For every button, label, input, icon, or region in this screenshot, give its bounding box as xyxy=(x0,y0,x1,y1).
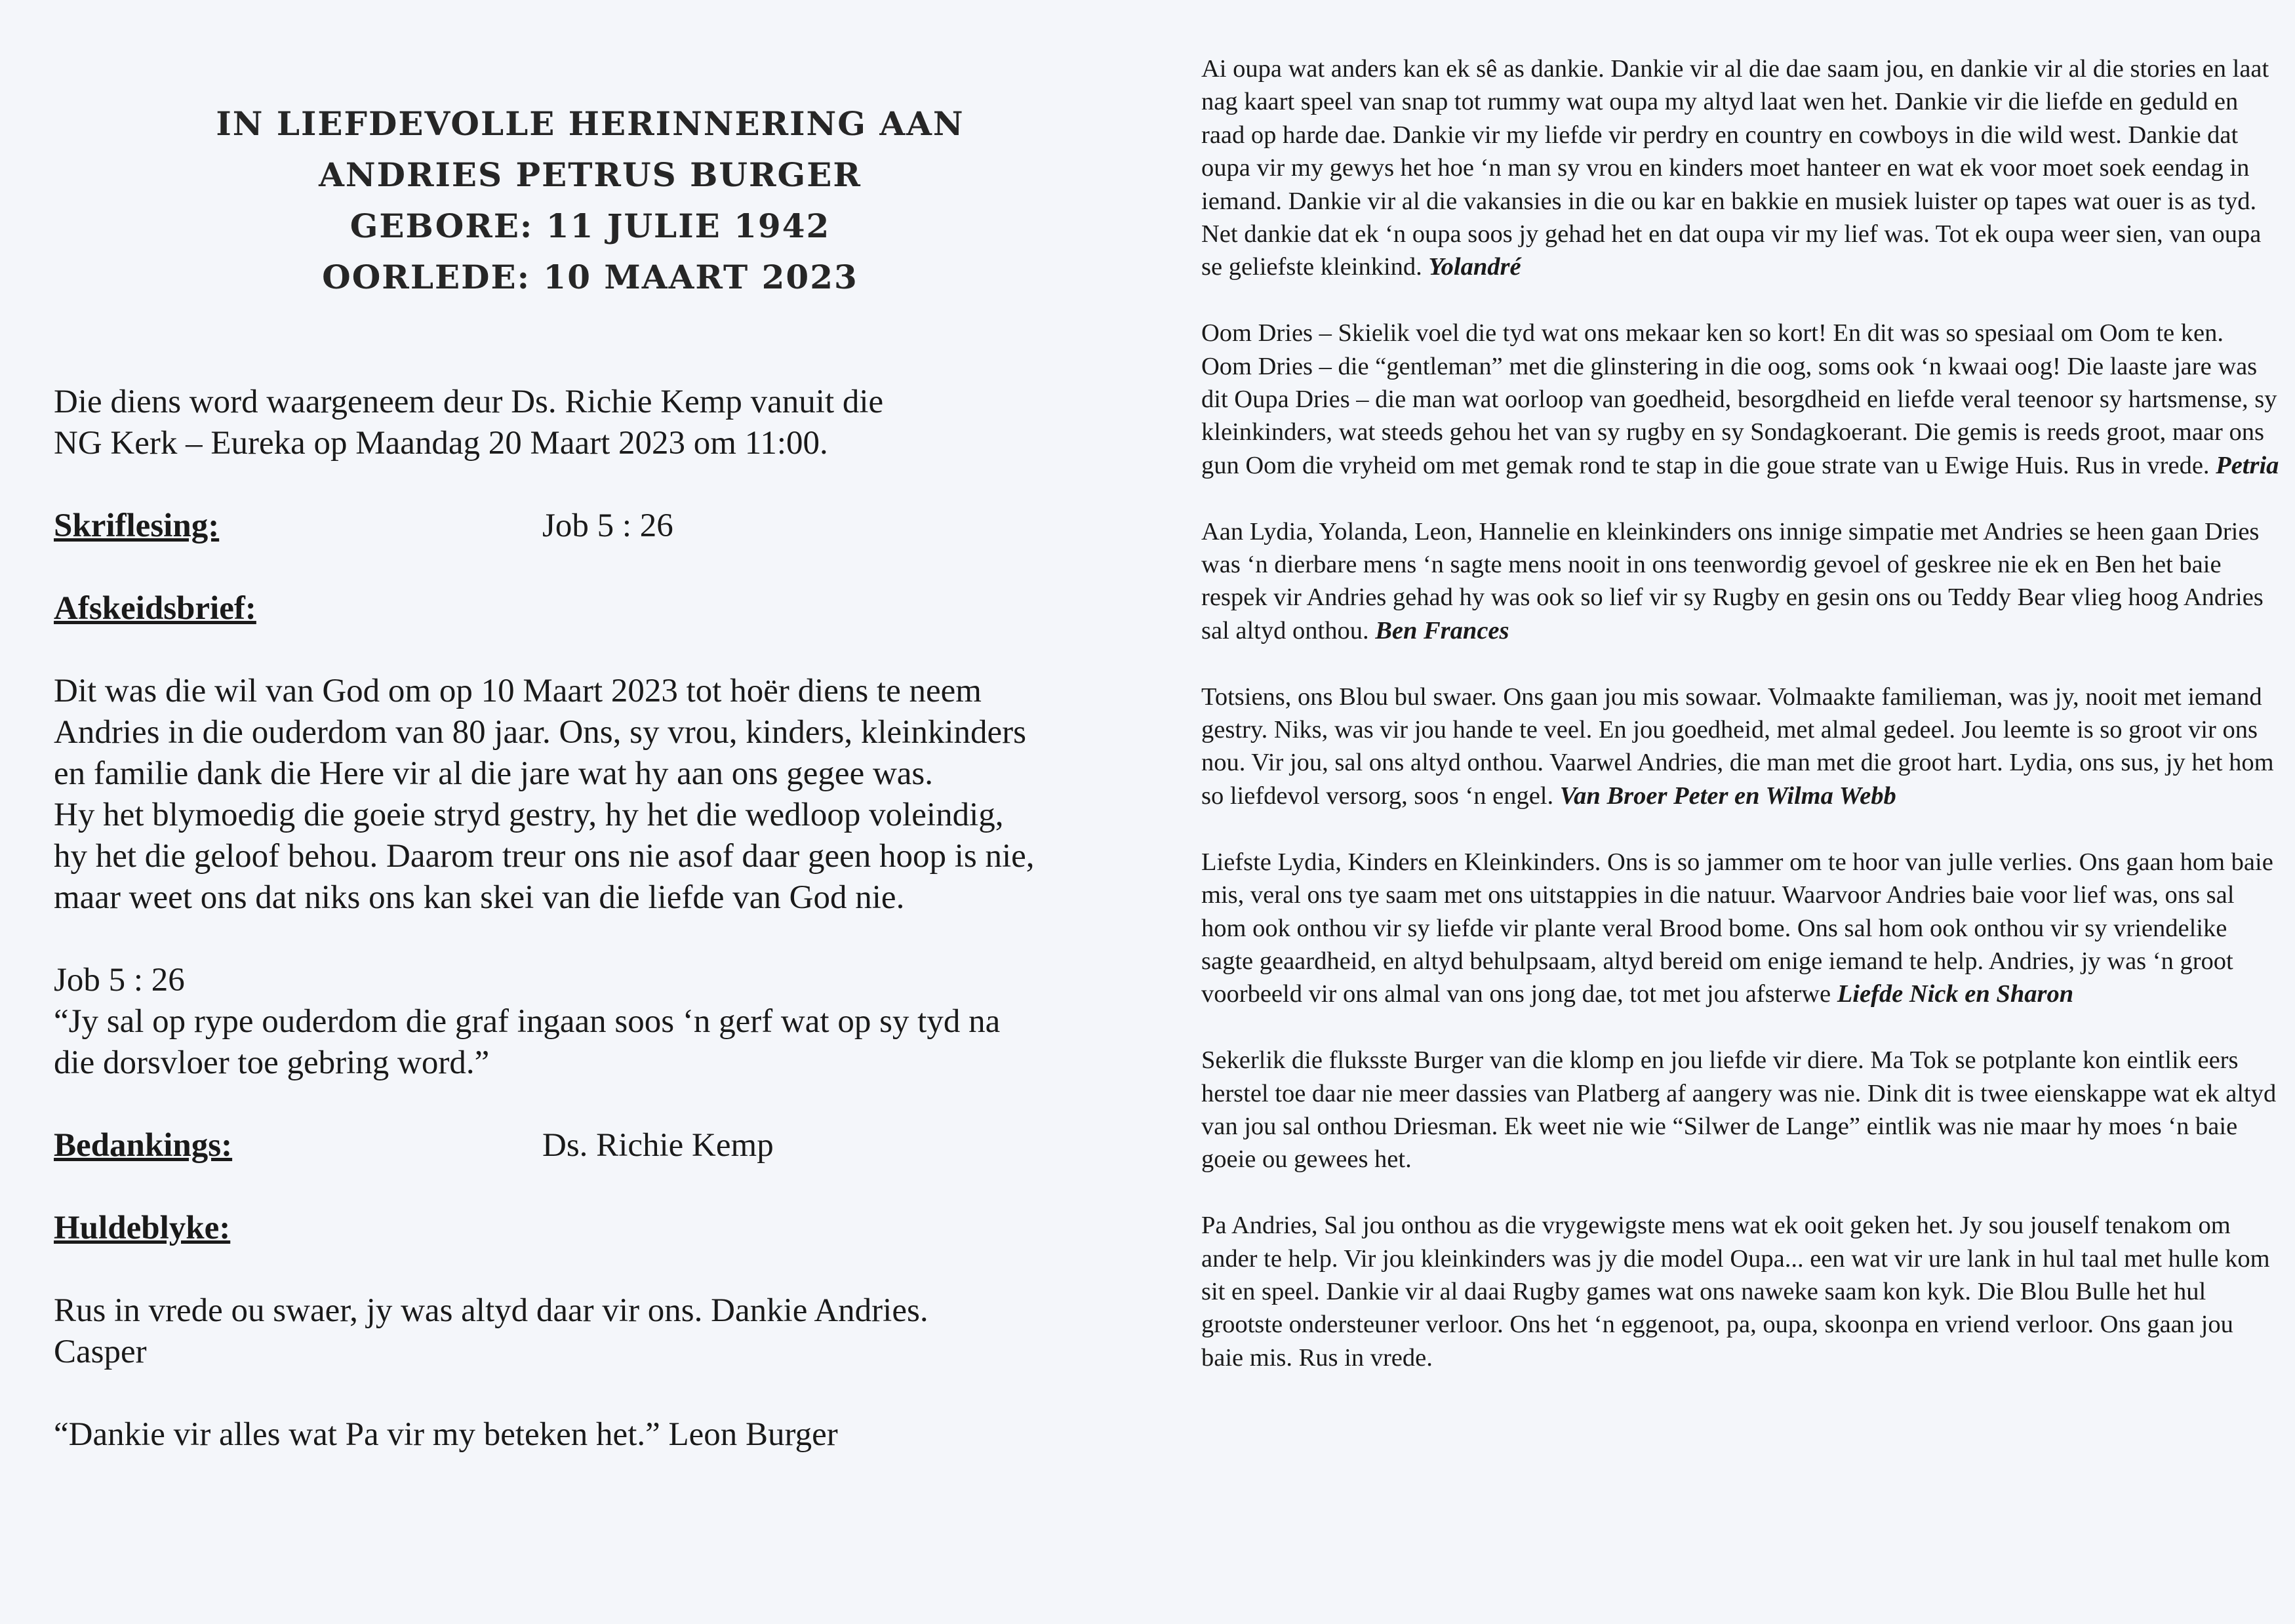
farewell-line: en familie dank die Here vir al die jare wat hy aan ons gegee was. xyxy=(54,755,934,792)
tribute-text: Liefste Lydia, Kinders en Kleinkinders. Ons is so jammer om te hoor van julle verlies. Ons gaan hom baie mis, veral ons tye saam met ons uitstappies in die natuur. Waarvoor Andries baie voor lief was, ons sal hom ook onthou vir sy liefde vir plante veral Brood bome. Ons sal hom ook onthou vir sy vriendelike sagte geaardheid, en altyd behulpsaam, altyd bereid om enige iemand te help. Andries, jy was ‘n groot voorbeeld vir ons almal van ons jong dae, tot met jou afsterwe xyxy=(1201,848,2273,1008)
farewell-line: hy het die geloof behou. Daarom treur ons nie asof daar geen hoop is nie, xyxy=(54,838,1035,875)
scripture-row xyxy=(54,505,1129,547)
tributes-label: Huldeblyke: xyxy=(54,1210,231,1246)
tribute-signature: Petria xyxy=(2216,451,2279,479)
service-line-1: Die diens word waargeneem deur Ds. Richie Kemp vanuit die xyxy=(54,384,884,420)
tribute-paragraph xyxy=(1201,52,2280,284)
farewell-line: Dit was die wil van God om op 10 Maart 2023 tot hoër diens te neem xyxy=(54,673,982,709)
tribute-text: Pa Andries, Sal jou onthou as die vrygewigste mens wat ek ooit geken het. Jy sou jouself tenakom om ander te help. Vir jou kleinkinders was jy die model Oupa... een wat vir ure lank in hul taal met hulle kom sit en speel. Dankie vir al daai Rugby games wat ons naweke saam kon kyk. Die Blou Bulle het hul grootste ondersteuner verloor. Ons het ‘n eggenoot, pa, oupa, skoonpa en vriend verloor. Ons gaan jou baie mis. Rus in vrede. xyxy=(1201,1212,2270,1372)
heading-line-3: GEBORE: 11 JULIE 1942 xyxy=(349,207,831,245)
heading-line-4: OORLEDE: 10 MAART 2023 xyxy=(322,258,858,296)
tribute-text: Totsiens, ons Blou bul swaer. Ons gaan jou mis sowaar. Volmaakte familieman, was jy, nooit met iemand gestry. Niks, was vir jou hande te veel. En jou goedheid, met almal gedeel. Jou leemte is so groot vir ons nou. Vir jou, sal ons altyd onthou. Vaarwel Andries, die man met die groot hart. Lydia, ons sus, jy het hom so liefdevol versorg, soos ‘n engel. xyxy=(1201,683,2274,810)
verse-line-1: “Jy sal op rype ouderdom die graf ingaan soos ‘n gerf wat op sy tyd na xyxy=(54,1003,1001,1040)
verse-line-2: die dorsvloer toe gebring word.” xyxy=(54,1044,490,1081)
service-line-2: NG Kerk – Eureka op Maandag 20 Maart 2023 om 11:00. xyxy=(54,425,828,462)
tribute-leon: “Dankie vir alles wat Pa vir my beteken het.” Leon Burger xyxy=(54,1416,838,1453)
heading-line-1: IN LIEFDEVOLLE HERINNERING AAN xyxy=(216,104,965,143)
farewell-line: Andries in die ouderdom van 80 jaar. Ons, sy vrou, kinders, kleinkinders xyxy=(54,714,1026,751)
tribute-paragraph xyxy=(1201,681,2280,813)
farewell-label: Afskeidsbrief: xyxy=(54,590,256,627)
program-body xyxy=(54,382,1129,1456)
tribute-text: Sekerlik die fluksste Burger van die klomp en jou liefde vir diere. Ma Tok se potplante kon eintlik eers herstel toe daar nie meer dassies van Platberg af aangery was nie. Dink dit is twee eienskappe wat ek altyd van jou sal onthou Driesman. Ek weet nie wie “Silwer de Lange” eintlik was nie maar hy moes ‘n baie goeie ou gewees het. xyxy=(1201,1046,2277,1174)
heading-line-2: ANDRIES PETRUS BURGER xyxy=(319,155,862,194)
thanks-label: Bedankings: xyxy=(54,1127,233,1164)
tribute-paragraph xyxy=(1201,846,2280,1011)
right-page xyxy=(1154,0,2295,1624)
tribute-text: Ai oupa wat anders kan ek sê as dankie. Dankie vir al die dae saam jou, en dankie vir al die stories en laat nag kaart speel van snap tot rummy wat oupa my altyd laat wen het. Dankie vir die liefde en geduld en raad op harde dae. Dankie vir my liefde vir perdry en country en cowboys in die wild west. Dankie dat oupa vir my gewys het hoe ‘n man sy vrou en kinders moet hanteer en wat ek voor moet soek eendag in iemand. Dankie vir al die vakansies in die ou kar en bakkie en musiek luister op tapes wat ouer is as tyd. Net dankie dat ek ‘n oupa soos jy gehad het en dat oupa vir my lief was. Tot ek oupa weer sien, van oupa se geliefste kleinkind. xyxy=(1201,55,2269,281)
tribute-paragraph xyxy=(1201,1044,2280,1176)
tribute-paragraph xyxy=(1201,515,2280,648)
thanks-row xyxy=(54,1125,1129,1166)
tribute-casper-line-2: Casper xyxy=(54,1334,147,1370)
tribute-signature: Yolandré xyxy=(1428,253,1521,281)
tributes-column xyxy=(1201,52,2280,1408)
tribute-signature: Liefde Nick en Sharon xyxy=(1837,980,2074,1008)
scripture-label: Skriflesing: xyxy=(54,507,220,544)
tribute-text: Aan Lydia, Yolanda, Leon, Hannelie en kleinkinders ons innige simpatie met Andries se heen gaan Dries was ‘n dierbare mens ‘n sagte mens nooit in ons teenwordig gevoel of geskree nie ek en Ben het baie respek vir Andries gehad hy was ook so lief vir sy Rugby en gesin ons ou Teddy Bear vlieg hoog Andries sal altyd onthou. xyxy=(1201,517,2264,644)
tribute-casper-line-1: Rus in vrede ou swaer, jy was altyd daar vir ons. Dankie Andries. xyxy=(54,1292,928,1329)
thanks-value: Ds. Richie Kemp xyxy=(542,1127,774,1164)
tribute-paragraph xyxy=(1201,317,2280,482)
tribute-signature: Ben Frances xyxy=(1375,616,1509,644)
scripture-value: Job 5 : 26 xyxy=(542,507,673,544)
farewell-line: Hy het blymoedig die goeie stryd gestry, hy het die wedloop voleindig, xyxy=(54,797,1004,833)
farewell-line: maar weet ons dat niks ons kan skei van die liefde van God nie. xyxy=(54,879,905,916)
memorial-heading xyxy=(105,98,1075,303)
tribute-signature: Van Broer Peter en Wilma Webb xyxy=(1559,782,1896,810)
tribute-text: Oom Dries – Skielik voel die tyd wat ons mekaar ken so kort! En dit was so spesiaal om Oom te ken. Oom Dries – die “gentleman” met die glinstering in die oog, soms ook ‘n kwaai oog! Die laaste jare was dit Oupa Dries – die man wat oorloop van goedheid, besorgdheid en liefde veral teenoor sy hartsmense, sy kleinkinders, wat steeds gehou het van sy rugby en sy Sondagkoerant. Die gemis is reeds groot, maar ons gun Oom die vryheid om met gemak rond te stap in die goue strate van u Ewige Huis. Rus in vrede. xyxy=(1201,319,2277,479)
tribute-paragraph xyxy=(1201,1209,2280,1374)
verse-reference: Job 5 : 26 xyxy=(54,962,185,999)
